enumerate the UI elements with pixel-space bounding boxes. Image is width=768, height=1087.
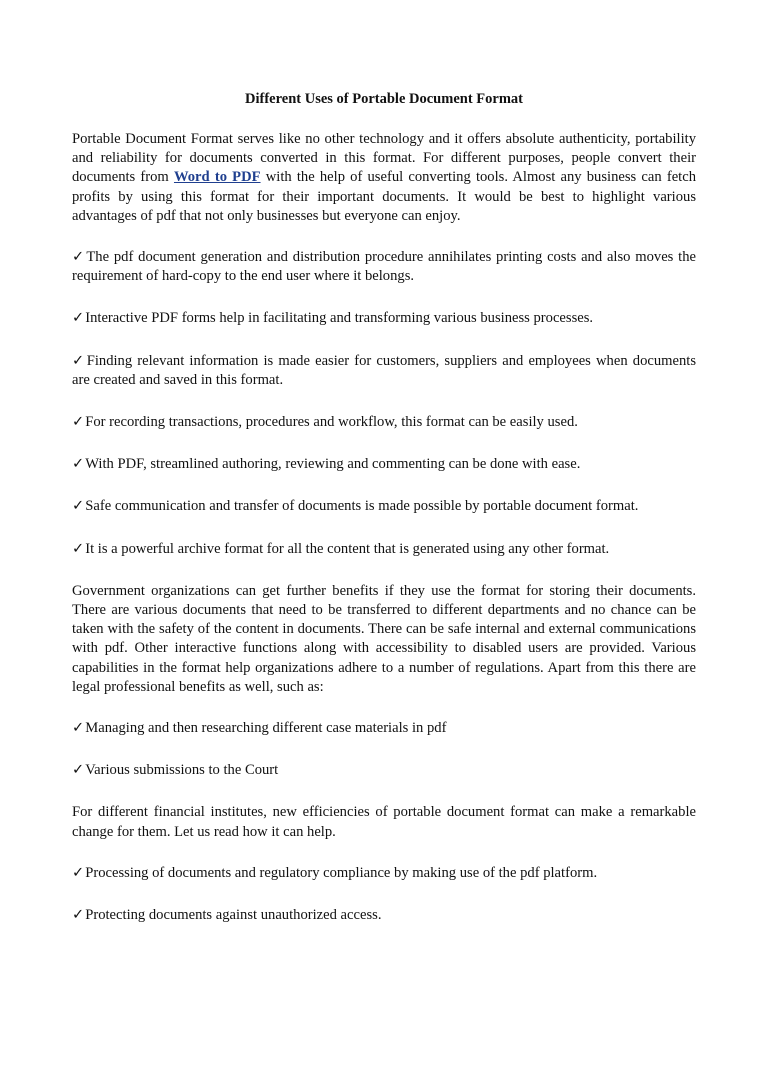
document-title: Different Uses of Portable Document Format (245, 91, 523, 107)
checkmark-icon: ✓ (72, 762, 85, 779)
bullet-text: Various submissions to the Court (85, 762, 279, 779)
bullet-text: Protecting documents against unauthorized access. (85, 907, 382, 924)
checkmark-icon: ✓ (72, 864, 85, 881)
bullet-item (72, 864, 696, 883)
bullet-item (72, 455, 696, 474)
bullet-text: With PDF, streamlined authoring, reviewing and commenting can be done with ease. (85, 456, 581, 473)
bullet-item (72, 761, 696, 780)
checkmark-icon: ✓ (72, 498, 85, 515)
bullet-item (72, 497, 696, 516)
bullet-text: Managing and then researching different case materials in pdf (85, 720, 447, 737)
financial-paragraph: For different financial institutes, new efficiencies of portable document format can make a remarkable change for them. Let us read how it can help. (72, 804, 696, 840)
bullet-text: The pdf document generation and distribution procedure annihilates printing costs and also moves the requirement of hard-copy to the end user where it belongs. (72, 249, 696, 285)
bullet-text: It is a powerful archive format for all the content that is generated using any other format. (85, 540, 610, 557)
checkmark-icon: ✓ (72, 249, 86, 266)
word-to-pdf-link[interactable]: Word to PDF (173, 169, 261, 186)
government-paragraph: Government organizations can get further benefits if they use the format for storing their documents. There are various documents that need to be transferred to different departments and no chance can be taken with the safety of the content in documents. There can be safe internal and external communications with pdf. Other interactive functions along with accessibility to disabled users are provided. Various capabilities in the format help organizations adhere to a number of regulations. Apart from this there are legal professional benefits as well, such as: (72, 582, 696, 695)
checkmark-icon: ✓ (72, 310, 85, 327)
bullet-item (72, 248, 696, 286)
checkmark-icon: ✓ (72, 907, 85, 924)
bullet-item (72, 719, 696, 738)
intro-paragraph (72, 130, 696, 226)
checkmark-icon: ✓ (72, 352, 86, 369)
bullet-text: Processing of documents and regulatory compliance by making use of the pdf platform. (85, 864, 598, 881)
bullet-text: Interactive PDF forms help in facilitating and transforming various business processes. (85, 310, 594, 327)
bullet-item (72, 309, 696, 328)
bullet-item (72, 906, 696, 925)
bullet-item (72, 413, 696, 432)
checkmark-icon: ✓ (72, 720, 85, 737)
intro-text-after-link: with the help of useful converting tools. Almost any business can fetch profits by using this format for their important documents. It would be best to highlight various advantages of pdf that not only businesses but everyone can enjoy. (72, 169, 696, 224)
bullet-text: Finding relevant information is made easier for customers, suppliers and employees when documents are created and saved in this format. (72, 352, 696, 388)
checkmark-icon: ✓ (72, 540, 85, 557)
checkmark-icon: ✓ (72, 414, 85, 431)
bullet-item (72, 352, 696, 390)
intro-text-before-link: Portable Document Format serves like no other technology and it offers absolute authenticity, portability and reliability for documents converted in this format. For different purposes, people convert their documents from (72, 131, 696, 186)
bullet-text: For recording transactions, procedures and workflow, this format can be easily used. (85, 414, 578, 431)
checkmark-icon: ✓ (72, 456, 85, 473)
bullet-text: Safe communication and transfer of documents is made possible by portable document format. (85, 498, 639, 515)
bullet-item (72, 540, 696, 559)
